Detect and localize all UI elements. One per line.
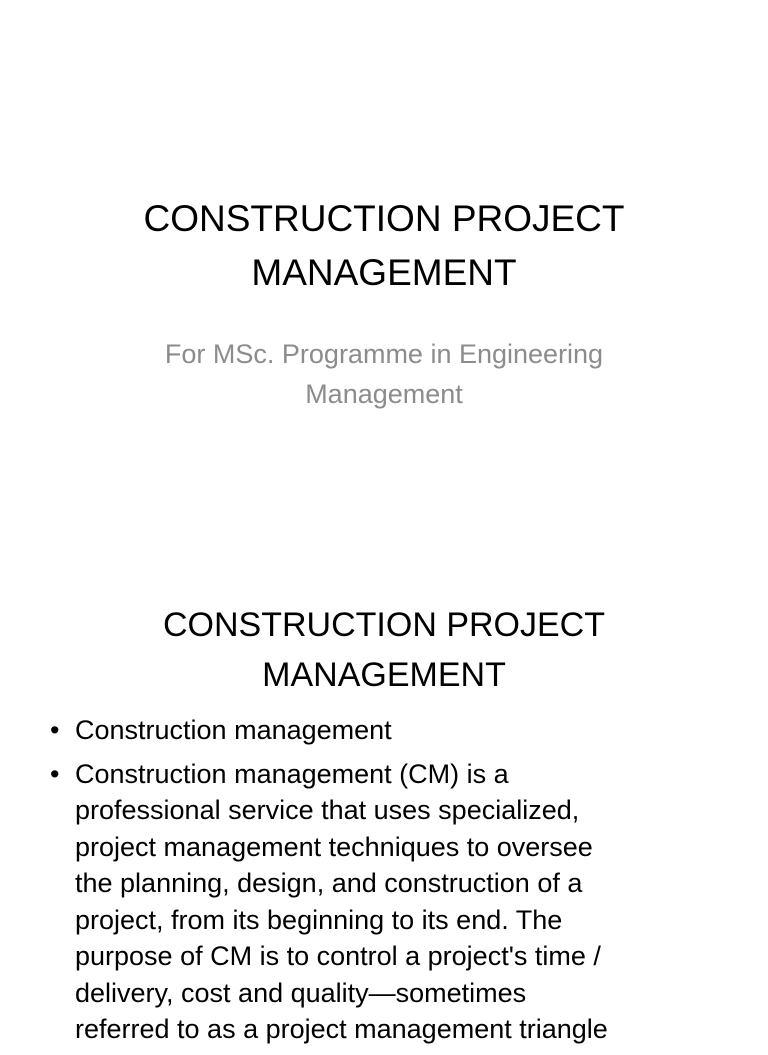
slide-subtitle-line: Management — [305, 379, 463, 409]
bullet-text-line: professional service that uses specialized, — [75, 795, 580, 825]
bullet-text-line: the planning, design, and construction of a — [75, 868, 583, 898]
bullet-text-line: referred to as a project management triangle — [75, 1014, 608, 1044]
bullet-text-line: Construction management (CM) is a — [75, 758, 509, 789]
bullet-text-line: Construction management — [75, 715, 392, 745]
slide-title-line: CONSTRUCTION PROJECT — [143, 198, 625, 239]
slide-subtitle-line: For MSc. Programme in Engineering — [164, 339, 604, 369]
bullet-list — [50, 712, 730, 1055]
slide-title-line: MANAGEMENT — [251, 252, 517, 293]
bullet-text-line: project, from its beginning to its end. The — [75, 904, 563, 935]
bullet-text-line: project management techniques to oversee — [75, 831, 593, 862]
bullet-item — [50, 756, 730, 1048]
bullet-dot: • — [50, 715, 60, 745]
bullet-dot: • — [50, 758, 60, 789]
bullet-text-line: purpose of CM is to control a project's time / — [75, 941, 601, 971]
slide-heading-line: CONSTRUCTION PROJECT — [163, 606, 605, 644]
content-slide — [0, 576, 768, 1044]
slide-subtitle — [60, 334, 708, 414]
bullet-text-line: delivery, cost and quality—sometimes — [75, 977, 527, 1008]
slide-title — [60, 192, 708, 300]
slide-heading-line: MANAGEMENT — [262, 656, 506, 694]
slide-heading — [60, 600, 708, 700]
bullet-item — [50, 712, 730, 749]
